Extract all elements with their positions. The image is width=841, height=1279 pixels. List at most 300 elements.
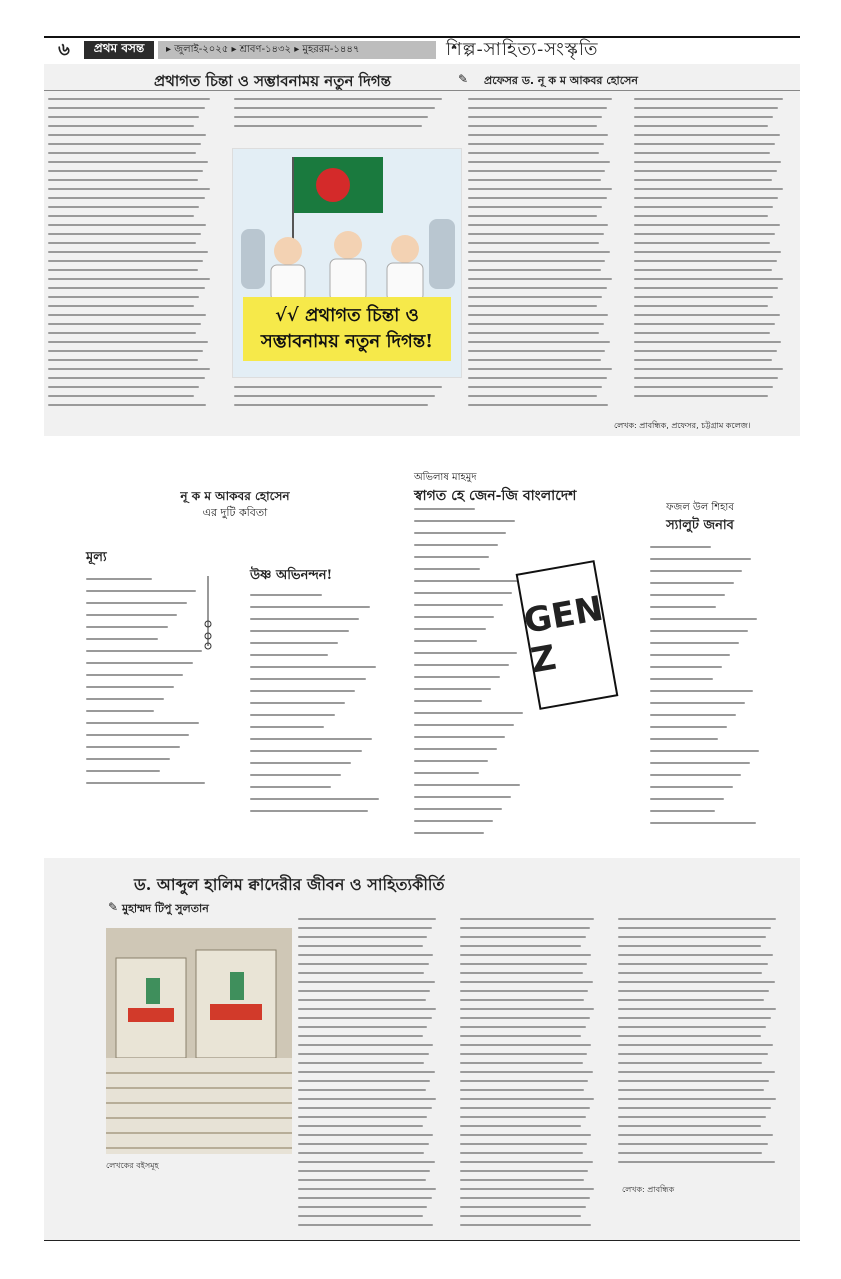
text-line [460, 990, 588, 992]
text-line [48, 296, 199, 298]
text-line [618, 1152, 762, 1154]
text-line [468, 314, 608, 316]
text-line [634, 224, 780, 226]
text-line [618, 963, 768, 965]
text-line [48, 377, 205, 379]
text-line [414, 688, 491, 690]
text-line [250, 726, 324, 728]
text-line [414, 712, 523, 714]
text-line [298, 1107, 432, 1109]
text-line [414, 796, 511, 798]
text-line [460, 1080, 588, 1082]
text-line [414, 580, 521, 582]
pen-icon: ✎ [458, 72, 469, 86]
text-line [414, 544, 498, 546]
text-line [650, 810, 715, 812]
text-line [234, 386, 442, 388]
text-line [298, 1044, 433, 1046]
poem-body-right [650, 546, 760, 842]
text-line [650, 822, 756, 824]
text-line [634, 161, 781, 163]
text-line [414, 652, 517, 654]
article-footnote: লেখক: প্রাবন্ধিক, প্রফেসর, চট্টগ্রাম কলেজ। [614, 421, 751, 430]
text-line [634, 251, 781, 253]
text-line [460, 1044, 591, 1046]
text-line [468, 269, 601, 271]
text-line [650, 690, 753, 692]
text-line [460, 954, 591, 956]
text-line [250, 642, 338, 644]
text-line [468, 224, 608, 226]
article-bottom [44, 858, 800, 1240]
text-line [48, 98, 210, 100]
article2-author: মুহাম্মদ টিপু সুলতান [122, 902, 209, 915]
text-line [460, 1224, 591, 1226]
text-line [634, 287, 778, 289]
text-line [86, 734, 189, 736]
text-line [634, 197, 778, 199]
text-line [650, 774, 741, 776]
text-line [234, 107, 435, 109]
text-line [460, 1035, 581, 1037]
text-line [634, 98, 783, 100]
text-line [86, 746, 180, 748]
text-line [650, 762, 750, 764]
text-line [48, 323, 201, 325]
date-line: ▸ জুলাই-২০২৫ ▸ শ্রাবণ-১৪৩২ ▸ মুহররম-১৪৪৭ [158, 41, 436, 59]
text-line [298, 918, 436, 920]
text-line [468, 170, 605, 172]
text-line [618, 999, 764, 1001]
text-line [48, 350, 203, 352]
text-line [86, 614, 177, 616]
text-line [298, 972, 424, 974]
text-line [634, 116, 773, 118]
text-line [650, 750, 759, 752]
text-line [468, 233, 604, 235]
photo-caption: লেখকের বইসমূহ [106, 1161, 159, 1170]
text-line [460, 981, 593, 983]
text-line [618, 1026, 766, 1028]
text-line [250, 810, 368, 812]
text-line [48, 278, 210, 280]
text-line [414, 736, 505, 738]
text-line [250, 774, 341, 776]
text-line [460, 1188, 594, 1190]
text-line [634, 350, 777, 352]
text-line [86, 758, 170, 760]
text-line [618, 954, 773, 956]
text-line [618, 990, 769, 992]
article-author: প্রফেসর ড. নূ ক ম আকবর হোসেন [484, 74, 638, 87]
text-line [414, 760, 488, 762]
text-line [650, 546, 711, 548]
text-line [460, 1089, 584, 1091]
text-line [250, 690, 355, 692]
text-line [468, 98, 612, 100]
text-line [250, 762, 351, 764]
text-line [460, 1179, 584, 1181]
text-line [634, 134, 780, 136]
text-line [414, 748, 497, 750]
genz-illustration: GEN Z [516, 560, 619, 710]
text-line [48, 359, 198, 361]
text-line [298, 927, 432, 929]
text-line [634, 215, 768, 217]
text-line [298, 1170, 430, 1172]
text-line [86, 662, 193, 664]
page-header [44, 36, 800, 62]
text-line [86, 650, 202, 652]
article2-column-1 [298, 918, 448, 1238]
text-line [468, 251, 610, 253]
text-line [618, 1071, 775, 1073]
text-line [460, 1134, 591, 1136]
article-poster-image [232, 148, 462, 378]
text-column-4 [634, 98, 796, 408]
text-line [250, 702, 345, 704]
text-line [298, 1008, 436, 1010]
text-line [298, 1053, 429, 1055]
text-line [414, 508, 475, 510]
text-line [298, 1098, 436, 1100]
text-line [414, 640, 477, 642]
text-line [634, 260, 777, 262]
text-line [634, 314, 780, 316]
text-line [86, 770, 160, 772]
text-line [414, 772, 479, 774]
poem-body-mid [414, 508, 524, 848]
text-line [650, 702, 745, 704]
text-line [414, 604, 503, 606]
text-line [634, 278, 783, 280]
text-line [618, 981, 775, 983]
text-line [468, 107, 607, 109]
text-line [298, 1080, 430, 1082]
text-line [414, 628, 486, 630]
text-line [468, 341, 610, 343]
text-line [460, 1125, 581, 1127]
text-line [298, 945, 423, 947]
text-line [250, 798, 379, 800]
text-line [298, 1197, 432, 1199]
text-line [634, 323, 775, 325]
text-line [48, 206, 199, 208]
text-line [298, 999, 426, 1001]
text-line [634, 377, 778, 379]
text-line [48, 242, 196, 244]
text-line [414, 784, 520, 786]
text-line [460, 1170, 588, 1172]
text-line [48, 368, 210, 370]
text-line [460, 1197, 590, 1199]
text-line [460, 999, 584, 1001]
text-line [48, 332, 196, 334]
text-line [414, 820, 493, 822]
text-line [234, 116, 428, 118]
decorative-connector [198, 576, 218, 656]
text-line [460, 972, 583, 974]
text-line [48, 287, 205, 289]
article2-title: ড. আব্দুল হালিম ক্বাদেরীর জীবন ও সাহিত্যকীর্তি [134, 875, 445, 894]
text-line [86, 722, 199, 724]
text-line [618, 918, 776, 920]
text-column-2-bottom [234, 386, 460, 420]
poem-title-mullyo: মূল্য [86, 550, 107, 565]
article-top [44, 64, 800, 436]
text-line [48, 170, 203, 172]
text-line [460, 1206, 586, 1208]
text-line [234, 125, 422, 127]
text-line [650, 594, 725, 596]
text-line [86, 626, 168, 628]
text-line [298, 1017, 432, 1019]
text-line [86, 698, 164, 700]
text-line [468, 287, 607, 289]
text-line [48, 269, 198, 271]
text-line [460, 1098, 594, 1100]
text-line [86, 578, 152, 580]
poster-caption: √√ প্রথাগত চিন্তা ও সম্ভাবনাময় নতুন দিগন্ত! [243, 297, 451, 361]
text-line [86, 638, 158, 640]
text-line [634, 395, 768, 397]
text-line [618, 1098, 776, 1100]
text-column-1 [48, 98, 224, 418]
text-line [468, 305, 597, 307]
text-line [298, 1215, 423, 1217]
text-line [48, 260, 203, 262]
text-line [650, 666, 722, 668]
text-line [634, 242, 770, 244]
text-line [618, 1062, 762, 1064]
text-line [48, 305, 194, 307]
page-number: ৬ [58, 38, 70, 60]
article-title: প্রথাগত চিন্তা ও সম্ভাবনাময় নতুন দিগন্ত [154, 72, 392, 90]
text-line [250, 786, 331, 788]
text-line [298, 1026, 427, 1028]
text-line [250, 630, 349, 632]
text-line [650, 582, 734, 584]
poem-title-right: স্যালুট জনাব [666, 518, 734, 533]
brand-label: প্রথম বসন্ত [84, 41, 154, 59]
poet-name-right: ফজল উল শিহাব [666, 502, 734, 513]
text-line [414, 568, 480, 570]
text-line [298, 1134, 433, 1136]
text-line [48, 386, 199, 388]
text-line [468, 332, 599, 334]
text-line [414, 616, 494, 618]
text-line [48, 188, 210, 190]
text-line [460, 918, 594, 920]
text-line [468, 395, 597, 397]
text-line [460, 1152, 583, 1154]
text-line [634, 233, 775, 235]
text-line [414, 592, 512, 594]
text-line [468, 125, 597, 127]
text-line [460, 1026, 586, 1028]
divider [44, 90, 800, 91]
text-line [298, 963, 429, 965]
text-line [634, 296, 773, 298]
text-line [468, 296, 602, 298]
text-line [634, 143, 775, 145]
text-line [86, 686, 174, 688]
text-line [298, 1206, 427, 1208]
text-line [468, 260, 605, 262]
text-line [468, 323, 604, 325]
text-line [650, 678, 713, 680]
text-line [48, 404, 206, 406]
text-line [414, 808, 502, 810]
text-line [468, 161, 610, 163]
text-line [250, 678, 366, 680]
text-line [650, 606, 716, 608]
text-line [250, 666, 376, 668]
text-line [650, 714, 736, 716]
text-line [414, 532, 506, 534]
text-line [468, 215, 597, 217]
text-line [298, 1143, 429, 1145]
text-line [618, 1116, 766, 1118]
poet-subline-left: এর দুটি কবিতা [202, 506, 268, 519]
text-line [618, 1143, 768, 1145]
text-column-3 [468, 98, 624, 418]
text-line [618, 945, 761, 947]
text-line [414, 556, 489, 558]
text-line [298, 1035, 423, 1037]
text-line [634, 341, 781, 343]
bottom-rule [44, 1240, 800, 1241]
text-line [414, 832, 484, 834]
text-line [414, 700, 482, 702]
text-line [650, 726, 727, 728]
text-line [298, 1161, 435, 1163]
text-line [634, 332, 770, 334]
text-line [48, 233, 201, 235]
text-column-2-top [234, 98, 460, 142]
text-line [298, 1179, 426, 1181]
text-line [298, 1071, 435, 1073]
text-line [618, 1080, 769, 1082]
text-line [618, 1107, 771, 1109]
text-line [460, 963, 587, 965]
text-line [298, 1062, 424, 1064]
text-line [468, 143, 604, 145]
text-line [298, 990, 430, 992]
text-line [468, 179, 601, 181]
text-line [298, 1116, 427, 1118]
text-line [650, 618, 757, 620]
text-line [650, 786, 733, 788]
text-line [634, 125, 768, 127]
text-line [86, 782, 205, 784]
article2-column-2 [460, 918, 606, 1238]
text-line [468, 134, 608, 136]
text-line [468, 188, 612, 190]
text-line [468, 116, 602, 118]
poem-body-2 [250, 594, 380, 830]
text-line [48, 197, 205, 199]
text-line [618, 927, 771, 929]
text-line [634, 368, 783, 370]
text-line [298, 1152, 424, 1154]
text-line [48, 179, 198, 181]
text-line [460, 1143, 587, 1145]
text-line [48, 143, 201, 145]
text-line [618, 1035, 761, 1037]
text-line [298, 1125, 423, 1127]
text-line [468, 377, 607, 379]
article2-footnote: লেখক: প্রাবন্ধিক [622, 1185, 675, 1194]
text-line [48, 161, 208, 163]
text-line [618, 1089, 764, 1091]
text-line [650, 630, 748, 632]
poem-body-1 [86, 578, 206, 798]
poet-name-left: নূ ক ম আকবর হোসেন [180, 489, 290, 503]
text-line [634, 179, 772, 181]
text-line [86, 602, 187, 604]
text-line [460, 1107, 590, 1109]
text-line [48, 134, 206, 136]
text-line [468, 206, 602, 208]
text-line [86, 590, 196, 592]
text-line [468, 386, 602, 388]
text-line [48, 215, 194, 217]
books-photo [106, 928, 292, 1154]
text-line [234, 404, 428, 406]
text-line [250, 606, 370, 608]
text-line [298, 954, 433, 956]
text-line [468, 368, 612, 370]
text-line [234, 395, 435, 397]
text-line [298, 936, 427, 938]
text-line [460, 1062, 583, 1064]
text-line [634, 305, 768, 307]
text-line [48, 125, 194, 127]
text-line [250, 654, 328, 656]
books-illustration [106, 928, 292, 1154]
text-line [298, 1188, 436, 1190]
text-line [650, 558, 751, 560]
text-line [634, 386, 773, 388]
text-line [414, 664, 509, 666]
text-line [234, 98, 442, 100]
text-line [250, 750, 362, 752]
text-line [48, 152, 196, 154]
text-line [618, 1134, 773, 1136]
text-line [468, 152, 599, 154]
text-line [414, 724, 514, 726]
text-line [460, 1116, 586, 1118]
text-line [414, 520, 515, 522]
text-line [414, 676, 500, 678]
text-line [634, 359, 772, 361]
text-line [460, 936, 586, 938]
text-line [634, 107, 778, 109]
text-line [48, 251, 208, 253]
text-line [48, 107, 205, 109]
text-line [298, 1224, 433, 1226]
text-line [618, 1044, 773, 1046]
pen-icon: ✎ [108, 900, 119, 914]
text-line [460, 927, 590, 929]
text-line [618, 1008, 776, 1010]
text-line [468, 242, 599, 244]
text-line [86, 710, 154, 712]
text-line [468, 350, 605, 352]
text-line [650, 798, 724, 800]
poem-title-mid: স্বাগত হে জেন-জি বাংলাদেশ [414, 488, 577, 504]
